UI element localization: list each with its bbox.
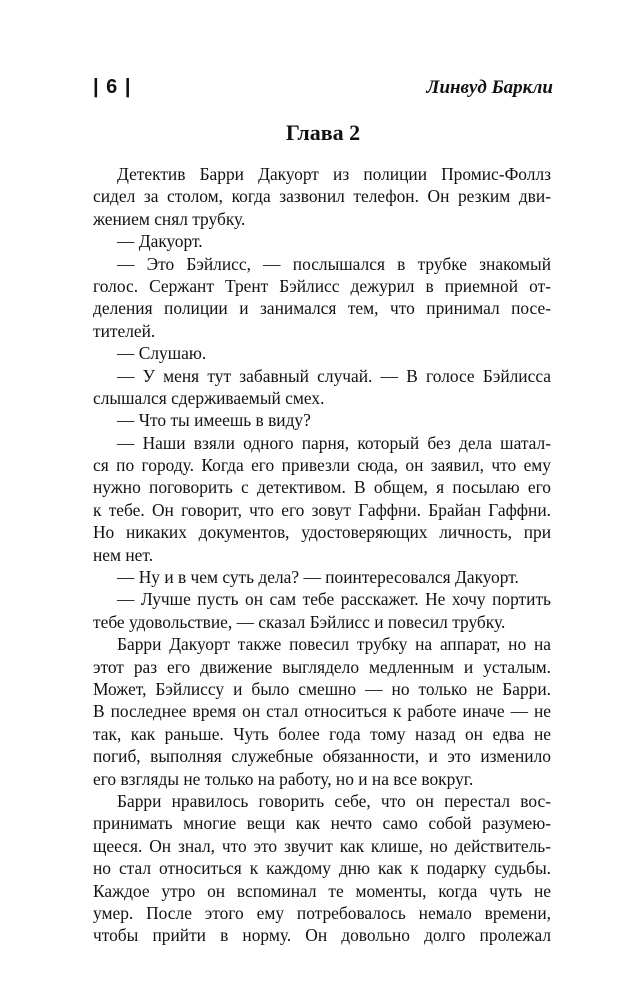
text-line: этот раз его движение выглядело медленным и усталым. — [93, 656, 551, 677]
text-line: тебе удовольствие, — сказал Бэйлисс и повесил трубку. — [93, 611, 506, 632]
text-line: к тебе. Он говорит, что его зовут Гаффни. Брайан Гаффни. — [93, 499, 551, 520]
text-line: — Наши взяли одного парня, который без дела шатал- — [117, 432, 551, 453]
text-line: — Лучше пусть он сам тебе расскажет. Не хочу портить — [117, 589, 551, 610]
text-line: В последнее время он стал относиться к работе иначе — не — [93, 701, 551, 722]
text-line: голос. Сержант Трент Бэйлисс дежурил в приемной от- — [93, 275, 551, 296]
chapter-body-text — [93, 163, 551, 947]
text-line: Может, Бэйлиссу и было смешно — но только не Барри. — [93, 678, 551, 699]
text-line: его взгляды не только на работу, но и на все вокруг. — [93, 768, 474, 789]
text-line: погиб, выполняя служебные обязанности, и это изменило — [93, 746, 551, 767]
page-number: | 6 | — [93, 76, 132, 98]
chapter-title: Глава 2 — [285, 120, 361, 145]
text-line: но стал относиться к каждому дню как к подарку судьбы. — [93, 858, 551, 879]
text-line: тителей. — [93, 320, 156, 341]
author-name: Линвуд Баркли — [426, 77, 553, 98]
text-line: — Ну и в чем суть дела? — поинтересовался Дакуорт. — [117, 567, 519, 588]
text-line: нем нет. — [93, 544, 154, 565]
text-line: — Слушаю. — [117, 343, 207, 364]
text-line: чтобы прийти в норму. Он довольно долго пролежал — [93, 925, 551, 946]
text-line: ся по городу. Когда его привезли сюда, он заявил, что ему — [93, 455, 551, 476]
text-line: деления полиции и занимался тем, что принимал посе- — [93, 298, 551, 319]
text-line: нужно поговорить с детективом. В общем, я посылаю его — [93, 477, 551, 498]
text-line: — Что ты имеешь в виду? — [117, 410, 311, 431]
text-line: Барри нравилось говорить себе, что он перестал вос- — [117, 790, 551, 811]
text-line: Барри Дакуорт также повесил трубку на аппарат, но на — [117, 634, 551, 655]
text-line: щееся. Он знал, что это звучит как клише, но действитель- — [93, 835, 551, 856]
text-line: — Это Бэйлисс, — послышался в трубке знакомый — [117, 253, 551, 274]
text-line: умер. После этого ему потребовалось немало времени, — [93, 902, 551, 923]
text-line: сидел за столом, когда зазвонил телефон. Он резким дви- — [93, 186, 551, 207]
text-line: — У меня тут забавный случай. — В голосе Бэйлисса — [117, 365, 551, 386]
text-line: Детектив Барри Дакуорт из полиции Промис-Фоллз — [117, 164, 551, 184]
text-line: принимать многие вещи как нечто само собой разумею- — [93, 813, 551, 834]
running-head — [93, 76, 553, 104]
text-line: слышался сдерживаемый смех. — [93, 387, 325, 408]
text-line: жением снял трубку. — [93, 208, 246, 229]
text-line: так, как раньше. Чуть более года тому назад он едва не — [93, 723, 551, 744]
text-line: — Дакуорт. — [117, 231, 203, 252]
text-line: Но никаких документов, удостоверяющих личность, при — [93, 522, 551, 543]
text-line: Каждое утро он вспоминал те моменты, когда чуть не — [93, 880, 551, 901]
